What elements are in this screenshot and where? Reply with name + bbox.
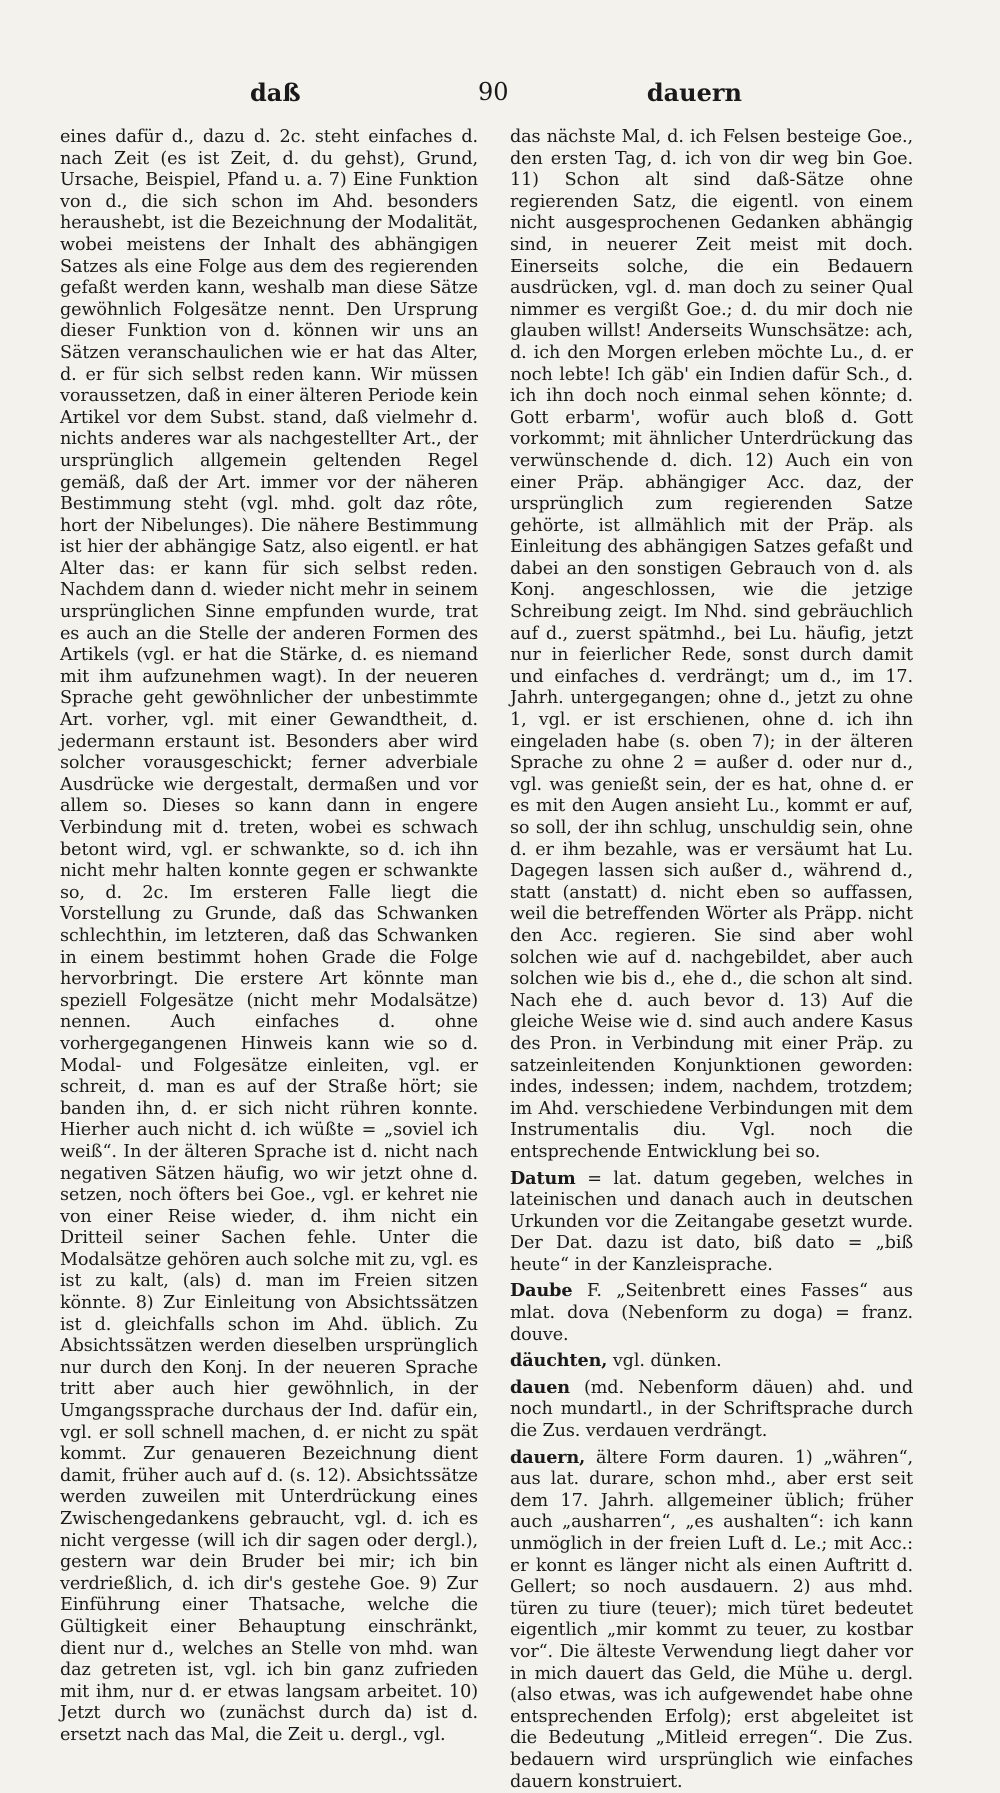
entry-text: ältere Form dauren. 1) „währen“, aus lat. durare, schon mhd., aber erst seit dem 17. Jahrh. allgemeiner üblich; früher auch „ausharren“, „es aushalten“: ich kann unmöglich in der freien Luft d. Le.; mit Acc.: er konnt es länger nicht als einen Auftritt d. Gellert; so noch ausdauern. 2) aus mhd. türen zu tiure (teuer); mich türet bedeutet eigentlich „mir kommt zu teuer, zu kostbar vor“. Die älteste Verwendung liegt daher vor in mich dauert das Geld, die Mühe u. dergl. (also etwas, was ich aufgewendet habe ohne entsprechenden Erfolg); erst abgeleitet ist die Bedeutung „Mitleid erregen“. Die Zus. bedauern wird ursprünglich wie einfaches dauern konstruiert.	[510, 1447, 913, 1792]
page-number: 90	[478, 78, 509, 106]
entry-headword: Datum	[510, 1167, 576, 1189]
left-column-text: eines dafür d., dazu d. 2c. steht einfaches d. nach Zeit (es ist Zeit, d. du gehst), Grund, Ursache, Beispiel, Pfand u. a. 7) Eine Funktion von d., die sich schon im Ahd. besonders heraushebt, ist die Bezeichnung der Modalität, wobei meistens der Inhalt des abhängigen Satzes als eine Folge aus dem des regierenden gefaßt werden kann, weshalb man diese Sätze gewöhnlich Folgesätze nennt. Den Ursprung dieser Funktion von d. können wir uns an Sätzen veranschaulichen wie er hat das Alter, d. er für sich selbst reden kann. Wir müssen voraussetzen, daß in einer älteren Periode kein Artikel vor dem Subst. stand, daß vielmehr d. nichts anderes war als nachgestellter Art., der ursprünglich allgemein geltenden Regel gemäß, daß der Art. immer vor der näheren Bestimmung steht (vgl. mhd. golt daz rôte, hort der Nibelunges). Die nähere Bestimmung ist hier der abhängige Satz, also eigentl. er hat Alter das: er kann für sich selbst reden. Nachdem dann d. wieder nicht mehr in seinem ursprünglichen Sinne empfunden wurde, trat es auch an die Stelle der anderen Formen des Artikels (vgl. er hat die Stärke, d. es niemand mit ihm aufzunehmen wagt). In der neueren Sprache geht gewöhnlicher der unbestimmte Art. vorher, vgl. mit einer Gewandtheit, d. jedermann erstaunt ist. Besonders aber wird solcher vorausgeschickt; ferner adverbiale Ausdrücke wie dergestalt, dermaßen und vor allem so. Dieses so kann dann in engere Verbindung mit d. treten, wobei es schwach betont wird, vgl. er schwankte, so d. ich ihn nicht mehr halten konnte gegen er schwankte so, d. 2c. Im ersteren Falle liegt die Vorstellung zu Grunde, daß das Schwanken schlechthin, im letzteren, daß das Schwanken in einem bestimmt hohen Grade die Folge hervorbringt. Die erstere Art könnte man speziell Folgesätze (nicht mehr Modalsätze) nennen. Auch einfaches d. ohne vorhergegangenen Hinweis kann wie so d. Modal- und Folgesätze einleiten, vgl. er schreit, d. man es auf der Straße hört; sie banden ihn, d. er sich nicht rühren konnte. Hierher auch nicht d. ich wüßte = „soviel ich weiß“. In der älteren Sprache ist d. nicht nach negativen Sätzen häufig, wo wir jetzt ohne d. setzen, noch öfters bei Goe., vgl. er kehret nie von einer Reise wieder, d. ihm nicht ein Dritteil seiner Sachen fehle. Unter die Modalsätze gehören auch solche mit zu, vgl. es ist zu kalt, (als) d. man im Freien sitzen könnte. 8) Zur Einleitung von Absichtssätzen ist d. gleichfalls schon im Ahd. üblich. Zu Absichtssätzen werden dieselben ursprünglich nur durch den Konj. In der neueren Sprache tritt aber auch hier gewöhnlich, in der Umgangssprache durchaus der Ind. dafür ein, vgl. er soll schnell machen, d. er nicht zu spät kommt. Zur genaueren Bezeichnung dient damit, früher auch auf d. (s. 12). Absichtssätze werden zuweilen mit Unterdrückung eines Zwischengedankens gebraucht, vgl. d. ich es nicht vergesse (will ich dir sagen oder dergl.), gestern war dein Bruder bei mir; ich bin verdrießlich, d. ich dir's gestehe Goe. 9) Zur Einführung einer Thatsache, welche die Gültigkeit einer Behauptung einschränkt, dient nur d., welches an Stelle von mhd. wan daz getreten ist, vgl. ich bin ganz zufrieden mit ihm, nur d. er etwas langsam arbeitet. 10) Jetzt durch wo (zunächst durch da) ist d. ersetzt nach das Mal, die Zeit u. dergl., vgl.	[60, 127, 478, 1745]
entry-text: F. „Seitenbrett eines Fasses“ aus mlat. dova (Nebenform zu doga) = franz. douve.	[510, 1281, 913, 1345]
left-catchword: daß	[250, 78, 301, 107]
left-column	[60, 127, 478, 1747]
right-column-intro: das nächste Mal, d. ich Felsen besteige Goe., den ersten Tag, d. ich von dir weg bin Goe. 11) Schon alt sind daß-Sätze ohne regierenden Satz, die eigentl. von einem nicht ausgesprochenen Gedanken abhängig sind, in neuerer Zeit meist mit doch. Einerseits solche, die ein Bedauern ausdrücken, vgl. d. man doch zu seiner Qual nimmer es vergißt Goe.; d. du mir doch nie glauben willst! Anderseits Wunschsätze: ach, d. ich den Morgen erleben möchte Lu., d. er noch lebte! Ich gäb' ein Indien dafür Sch., d. ich ihn doch noch einmal sehen könnte; d. Gott erbarm', wofür auch bloß d. Gott vorkommt; mit ähnlicher Unterdrückung das verwünschende d. dich. 12) Auch ein von einer Präp. abhängiger Acc. daz, der ursprünglich zum regierenden Satze gehörte, ist allmählich mit der Präp. als Einleitung des abhängigen Satzes gefaßt und dabei an den sonstigen Gebrauch von d. als Konj. angeschlossen, wie die jetzige Schreibung zeigt. Im Nhd. sind gebräuchlich auf d., zuerst spätmhd., bei Lu. häufig, jetzt nur in feierlicher Rede, sonst durch damit und einfaches d. verdrängt; um d., im 17. Jahrh. untergegangen; ohne d., jetzt zu ohne 1, vgl. er ist erschienen, ohne d. ich ihn eingeladen habe (s. oben 7); in der älteren Sprache zu ohne 2 = außer d. oder nur d., vgl. was genießt sein, der es hat, ohne d. er es mit den Augen ansieht Lu., kommt er auf, so soll, der ihn schlug, unschuldig sein, ohne d. er ihm bezahle, was er versäumt hat Lu. Dagegen lassen sich außer d., während d., statt (anstatt) d. nicht eben so auffassen, weil die betreffenden Wörter als Präpp. nicht den Acc. regieren. Sie sind aber wohl solchen wie auf d. nachgebildet, aber auch solchen wie bis d., ehe d., die schon alt sind. Nach ehe d. auch bevor d. 13) Auf die gleiche Weise wie d. sind auch andere Kasus des Pron. in Verbindung mit einer Präp. zu satzeinleitenden Konjunktionen geworden: indes, indessen; indem, nachdem, trotzdem; im Ahd. verschiedene Verbindungen mit dem Instrumentalis diu. Vgl. noch die entsprechende Entwicklung bei so.	[510, 127, 913, 1162]
entry-headword: däuchten,	[510, 1350, 608, 1372]
entry-text: vgl. dünken.	[607, 1351, 722, 1372]
entry-datum	[510, 1168, 913, 1277]
entry-headword: Daube	[510, 1280, 573, 1302]
entry-daube	[510, 1280, 913, 1346]
entry-headword: dauen	[510, 1376, 570, 1398]
right-column	[510, 127, 913, 1793]
entry-dauern	[510, 1447, 913, 1793]
entry-daeuchten	[510, 1350, 913, 1373]
entry-text: = lat. datum gegeben, welches in lateinischen und danach auch in deutschen Urkunden vor die Zeitangabe gesetzt wurde. Der Dat. dazu ist dato, biß dato = „biß heute“ in der Kanzleisprache.	[510, 1168, 913, 1275]
entry-text: (md. Nebenform däuen) ahd. und noch mundartl., in der Schriftsprache durch die Zus. verdauen verdrängt.	[510, 1377, 913, 1442]
right-catchword: dauern	[646, 78, 742, 107]
entry-headword: dauern,	[510, 1446, 586, 1468]
entry-dauen	[510, 1377, 913, 1443]
page-header	[60, 78, 940, 118]
